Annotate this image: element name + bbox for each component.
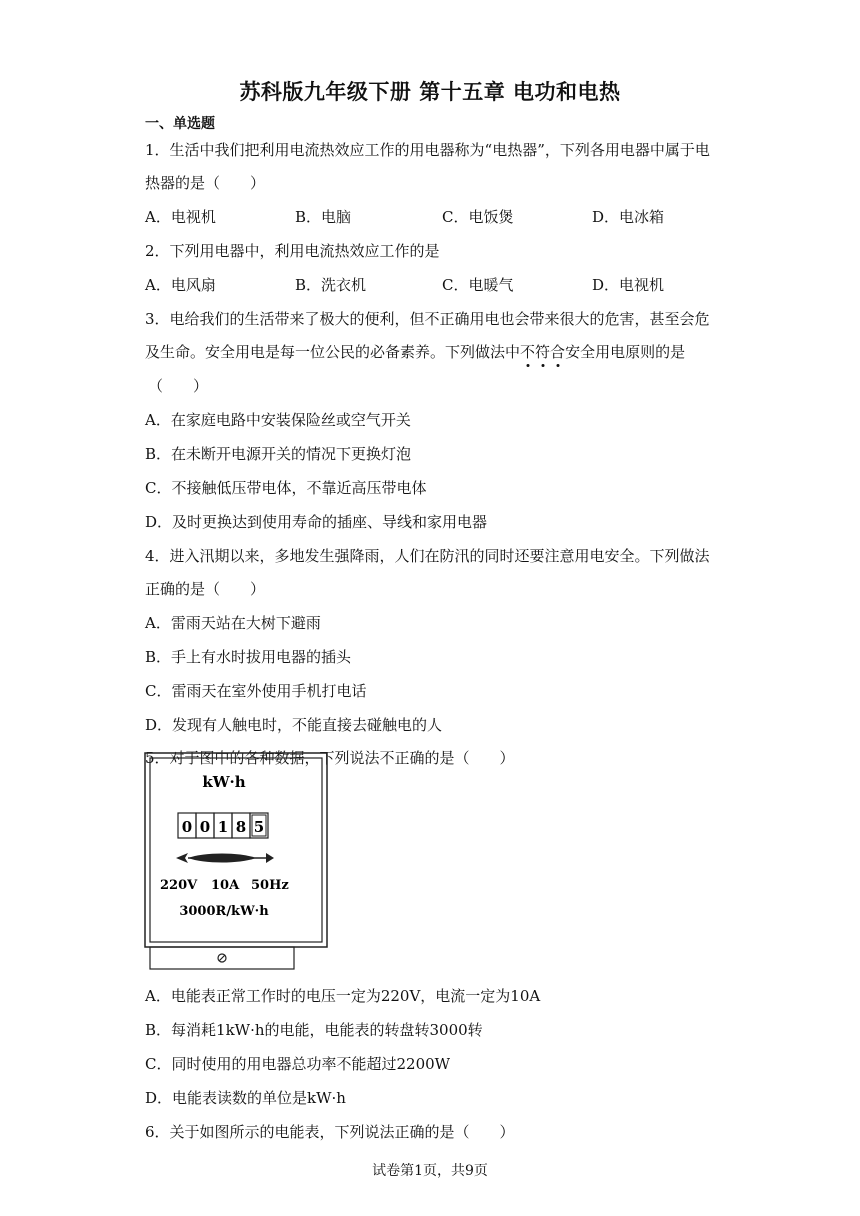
question-4-stem: 4．进入汛期以来，多地发生强降雨，人们在防汛的同时还要注意用电安全。下列做法 xyxy=(145,547,710,565)
question-1-stem-cont: 热器的是（ ） xyxy=(145,174,266,192)
option-b[interactable]: B．电脑 xyxy=(295,208,352,226)
option-a[interactable]: A．电风扇 xyxy=(145,276,216,294)
question-3-stem-cont xyxy=(145,342,685,362)
option-a[interactable]: A．雷雨天站在大树下避雨 xyxy=(145,614,321,632)
option-d[interactable]: D．及时更换达到使用寿命的插座、导线和家用电器 xyxy=(145,513,488,531)
stem-text: 安全用电原则的是 xyxy=(565,343,686,361)
meter-frequency: 50Hz xyxy=(251,878,289,893)
emphasis-char: 符 xyxy=(535,343,551,361)
option-a[interactable]: A．电视机 xyxy=(145,208,216,226)
option-c[interactable]: C．雷雨天在室外使用手机打电话 xyxy=(145,682,367,700)
rotation-arrow-icon xyxy=(176,853,274,863)
page-footer: 试卷第1页，共9页 xyxy=(372,1163,488,1179)
meter-current: 10A xyxy=(211,878,240,893)
electric-meter-figure xyxy=(144,752,328,970)
question-2-stem: 2．下列用电器中，利用电流热效应工作的是 xyxy=(145,242,440,260)
option-b[interactable]: B．每消耗1kW·h的电能，电能表的转盘转3000转 xyxy=(145,1021,483,1039)
question-3-stem: 3．电给我们的生活带来了极大的便利，但不正确用电也会带来很大的危害，甚至会危 xyxy=(145,310,710,328)
section-heading: 一、单选题 xyxy=(145,116,215,132)
stem-text: 及生命。安全用电是每一位公民的必备素养。下列做法中 xyxy=(145,343,521,361)
option-b[interactable]: B．手上有水时拔用电器的插头 xyxy=(145,648,352,666)
option-d[interactable]: D．发现有人触电时，不能直接去碰触电的人 xyxy=(145,716,443,734)
question-1-stem: 1．生活中我们把利用电流热效应工作的用电器称为“电热器”，下列各用电器中属于电 xyxy=(145,141,710,159)
page-title: 苏科版九年级下册 第十五章 电功和电热 xyxy=(239,79,621,104)
option-c[interactable]: C．电饭煲 xyxy=(442,208,514,226)
option-d[interactable]: D．电视机 xyxy=(592,276,665,294)
meter-voltage: 220V xyxy=(160,878,198,893)
answer-bracket: （ ） xyxy=(148,377,209,395)
option-a[interactable]: A．电能表正常工作时的电压一定为220V，电流一定为10A xyxy=(145,987,541,1005)
meter-digit: 0 xyxy=(199,818,211,836)
meter-digit: 5 xyxy=(253,818,265,836)
meter-digit: 0 xyxy=(181,818,193,836)
meter-digits xyxy=(178,813,268,838)
option-d[interactable]: D．电冰箱 xyxy=(592,208,665,226)
option-c[interactable]: C．不接触低压带电体，不靠近高压带电体 xyxy=(145,479,427,497)
option-a[interactable]: A．在家庭电路中安装保险丝或空气开关 xyxy=(145,411,411,429)
emphasis-char: 不 xyxy=(520,343,536,361)
option-d[interactable]: D．电能表读数的单位是kW·h xyxy=(145,1089,346,1107)
screw-icon xyxy=(218,954,226,962)
meter-digit: 8 xyxy=(235,818,247,836)
meter-digit: 1 xyxy=(217,818,229,836)
question-6-stem: 6．关于如图所示的电能表，下列说法正确的是（ ） xyxy=(145,1123,515,1141)
option-c[interactable]: C．同时使用的用电器总功率不能超过2200W xyxy=(145,1055,451,1073)
option-c[interactable]: C．电暖气 xyxy=(442,276,514,294)
meter-unit: kW·h xyxy=(202,773,246,791)
question-4-stem-cont: 正确的是（ ） xyxy=(145,580,266,598)
emphasis-char: 合 xyxy=(550,343,566,361)
question-5-stem: 5．对于图中的各种数据，下列说法不正确的是（ ） xyxy=(145,749,515,767)
meter-revolutions: 3000R/kW·h xyxy=(179,904,269,919)
option-b[interactable]: B．在未断开电源开关的情况下更换灯泡 xyxy=(145,445,412,463)
option-b[interactable]: B．洗衣机 xyxy=(295,276,367,294)
